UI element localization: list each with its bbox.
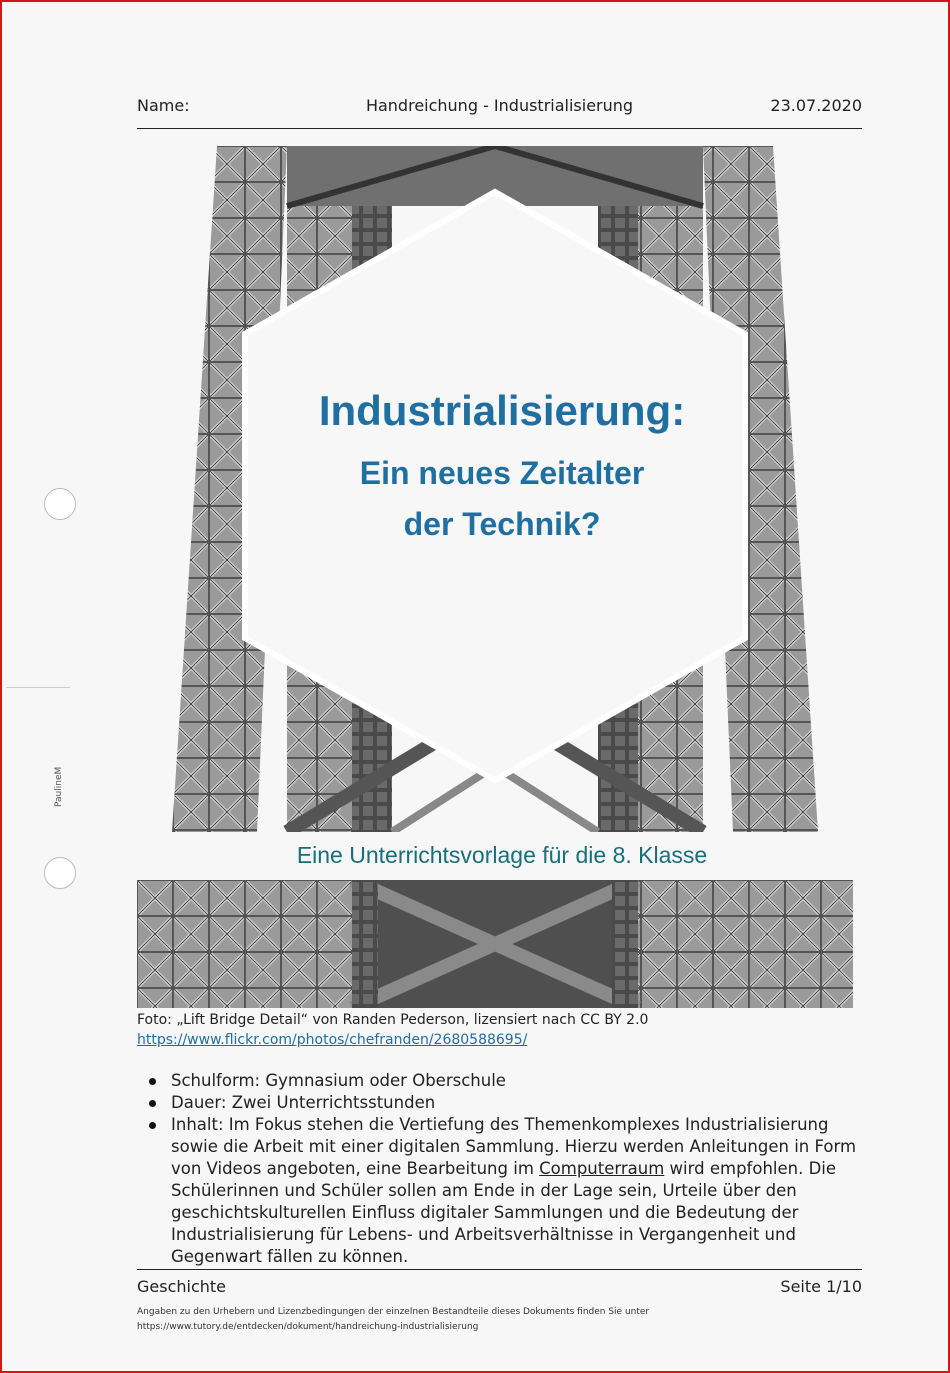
footer-subject: Geschichte (137, 1277, 227, 1296)
name-label: Name: (137, 96, 190, 115)
photo-credit-text: Foto: „Lift Bridge Detail“ von Randen Pederson, lizensiert nach CC BY 2.0 (137, 1012, 649, 1028)
footer-page-number: Seite 1/10 (780, 1277, 862, 1296)
page-footer (137, 1269, 862, 1296)
cover-title: Industrialisierung: (318, 387, 686, 434)
list-item-schulform: Schulform: Gymnasium oder Oberschule (149, 1070, 864, 1092)
photo-credit-link[interactable]: https://www.flickr.com/photos/chefranden/2680588695/ (137, 1032, 528, 1048)
computerraum-link[interactable]: Computerraum (539, 1159, 665, 1178)
author-label: PaulineM (54, 766, 64, 807)
inhalt-text-2: wird empfohlen. Die Schülerinnen und Schüler sollen am Ende in der Lage sein, Urteile über den geschichtskulturellen Einfluss digitaler Sammlungen und die Bedeutung der Industrialisierung für Lebens- und Arbeitsverhältnisse in Vergangenheit und Gegenwart fällen zu können. (171, 1159, 837, 1266)
punch-hole-top (44, 488, 76, 520)
photo-credit (137, 1010, 648, 1050)
fold-mark (6, 687, 70, 688)
cover-subtitle-1: Ein neues Zeitalter (359, 455, 645, 491)
bridge-strip-photo (137, 880, 853, 1008)
cover-title-block (137, 387, 867, 550)
page-header (137, 94, 862, 129)
list-item-inhalt (149, 1114, 864, 1268)
license-note-line-1: Angaben zu den Urhebern und Lizenzbedingungen der einzelnen Bestandteile dieses Dokuments finden Sie unter (137, 1307, 650, 1317)
doc-date: 23.07.2020 (770, 96, 862, 115)
footer-license-note (137, 1305, 649, 1335)
doc-title: Handreichung - Industrialisierung (365, 96, 634, 115)
cover-subtitle-2: der Technik? (403, 506, 601, 542)
list-item-dauer: Dauer: Zwei Unterrichtsstunden (149, 1092, 864, 1114)
punch-hole-bottom (44, 857, 76, 889)
info-list (149, 1070, 864, 1268)
license-note-line-2: https://www.tutory.de/entdecken/dokument/handreichung-industrialisierung (137, 1322, 479, 1332)
inhalt-text-1: Inhalt: Im Fokus stehen die Vertiefung des Themenkomplexes Industrialisierung sowie die Arbeit mit einer digitalen Sammlung. Hierzu werden Anleitungen in Form von Videos angeboten, eine Bearbeitung im (171, 1115, 857, 1178)
cover-tagline: Eine Unterrichtsvorlage für die 8. Klasse (296, 842, 708, 868)
